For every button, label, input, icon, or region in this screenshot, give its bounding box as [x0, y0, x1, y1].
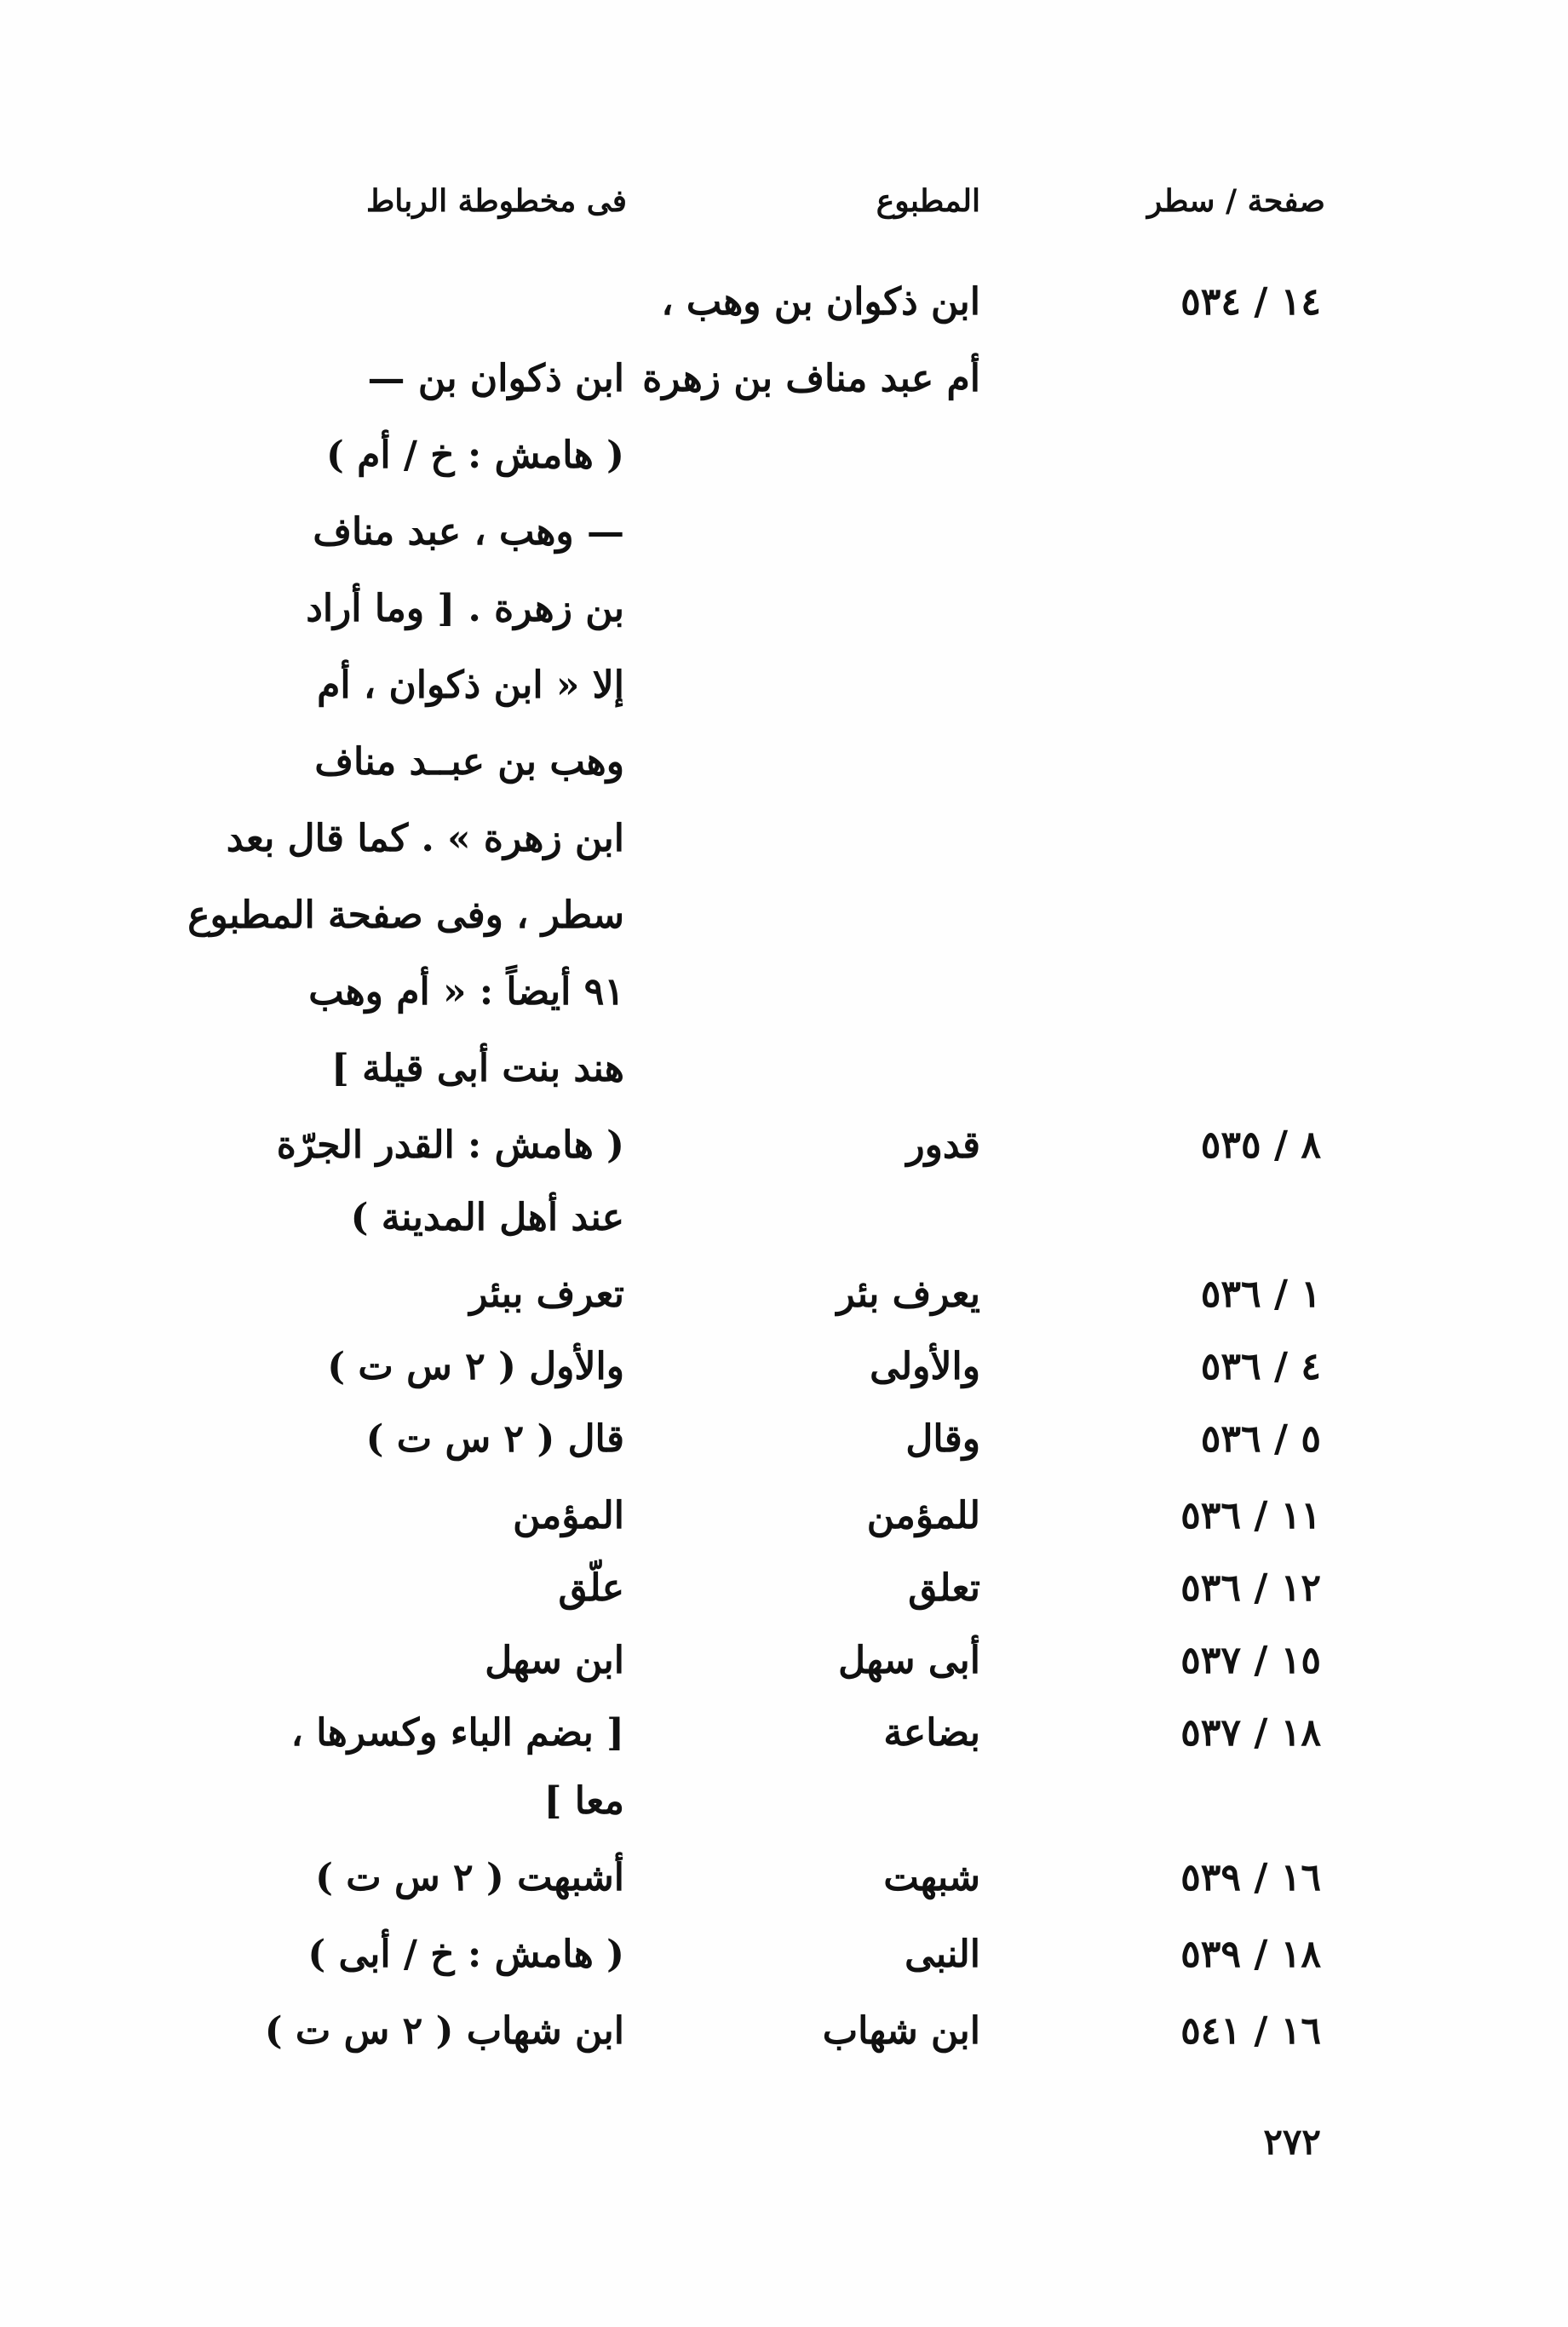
ref-cell: ١٨ / ٥٣٧ [1180, 1711, 1321, 1755]
table-row [0, 1342, 1568, 1393]
header-rabat: فى مخطوطة الرباط [366, 183, 627, 219]
printed-cell: ابن ذكوان بن وهب ، [661, 280, 980, 324]
printed-cell: بضاعة [883, 1711, 980, 1755]
printed-cell: ابن شهاب [822, 2009, 980, 2053]
printed-cell: والأولى [870, 1345, 980, 1388]
rabat-cell: والأول ( ٢ س ت ) [327, 1345, 624, 1388]
table-row [0, 737, 1568, 788]
table-row [0, 1563, 1568, 1614]
ref-cell: ١٦ / ٥٤١ [1180, 2009, 1321, 2053]
rabat-cell: أشبهت ( ٢ س ت ) [315, 1856, 624, 1899]
rabat-cell: قال ( ٢ س ت ) [365, 1417, 624, 1461]
rabat-cell: هند بنت أبى قيلة ] [330, 1047, 624, 1090]
table-row [0, 890, 1568, 941]
rabat-cell: ( هامش : القدر الجرّة [276, 1123, 624, 1167]
printed-cell: شبهت [883, 1856, 980, 1899]
table-row [0, 1120, 1568, 1171]
printed-cell: أم عبد مناف بن زهرة [642, 357, 980, 400]
rabat-cell: سطر ، وفى صفحة المطبوع [187, 893, 624, 937]
ref-cell: ٥ / ٥٣٦ [1200, 1417, 1321, 1461]
printed-cell: قدور [906, 1123, 980, 1167]
table-row [0, 2006, 1568, 2057]
rabat-cell: ابن زهرة » . كما قال بعد [226, 817, 624, 860]
table-row [0, 1929, 1568, 1980]
table-row [0, 660, 1568, 711]
table-row [0, 1776, 1568, 1827]
ref-cell: ١٦ / ٥٣٩ [1180, 1856, 1321, 1899]
table-row [0, 1414, 1568, 1465]
printed-cell: للمؤمن [866, 1494, 980, 1537]
table-row [0, 277, 1568, 328]
table-row [0, 1192, 1568, 1244]
table-row [0, 1635, 1568, 1686]
table-row [0, 967, 1568, 1018]
rabat-cell: وهب بن عبــد مناف [314, 740, 624, 784]
table-row [0, 353, 1568, 405]
rabat-cell: ٩١ أيضاً : « أم وهب [308, 970, 624, 1014]
ref-cell: ١٨ / ٥٣٩ [1180, 1933, 1321, 1976]
header-printed: المطبوع [876, 183, 980, 219]
rabat-cell: ابن شهاب ( ٢ س ت ) [264, 2009, 624, 2053]
ref-cell: ١١ / ٥٣٦ [1180, 1494, 1321, 1537]
ref-cell: ١ / ٥٣٦ [1200, 1273, 1321, 1316]
table-row [0, 583, 1568, 635]
rabat-cell: بن زهرة . [ وما أراد [306, 587, 624, 630]
ref-cell: ١٤ / ٥٣٤ [1180, 280, 1321, 324]
page-number: ٢٧٢ [1263, 2121, 1321, 2163]
rabat-cell: عند أهل المدينة ) [350, 1196, 624, 1239]
table-row [0, 1269, 1568, 1320]
ref-cell: ١٥ / ٥٣٧ [1180, 1639, 1321, 1682]
printed-cell: النبى [905, 1933, 980, 1976]
table-row [0, 813, 1568, 865]
ref-cell: ٨ / ٥٣٥ [1200, 1123, 1321, 1167]
table-row [0, 1491, 1568, 1542]
rabat-cell: — وهب ، عبد مناف [313, 510, 624, 554]
ref-cell: ٤ / ٥٣٦ [1200, 1345, 1321, 1388]
printed-cell: أبى سهل [838, 1639, 980, 1682]
printed-cell: يعرف بئر [836, 1273, 980, 1316]
table-row [0, 430, 1568, 481]
rabat-cell: تعرف ببئر [469, 1273, 624, 1316]
rabat-cell: [ بضم الباء وكسرها ، [290, 1711, 624, 1755]
header-ref: صفحة / سطر [1146, 183, 1325, 219]
rabat-cell: ( هامش : خ / أبى ) [307, 1933, 624, 1976]
rabat-cell: معا ] [543, 1779, 624, 1823]
rabat-cell: ابن ذكوان بن — [367, 357, 624, 400]
rabat-cell: إلا « ابن ذكوان ، أم [317, 664, 624, 707]
table-row [0, 1043, 1568, 1095]
rabat-cell: ابن سهل [485, 1639, 624, 1682]
printed-cell: تعلق [908, 1566, 980, 1610]
printed-cell: وقال [905, 1417, 980, 1461]
table-row [0, 1853, 1568, 1904]
rabat-cell: المؤمن [513, 1494, 624, 1537]
ref-cell: ١٢ / ٥٣٦ [1180, 1566, 1321, 1610]
table-row [0, 507, 1568, 558]
rabat-cell: علّق [558, 1566, 624, 1610]
table-row [0, 1708, 1568, 1759]
rabat-cell: ( هامش : خ / أم ) [325, 434, 624, 477]
